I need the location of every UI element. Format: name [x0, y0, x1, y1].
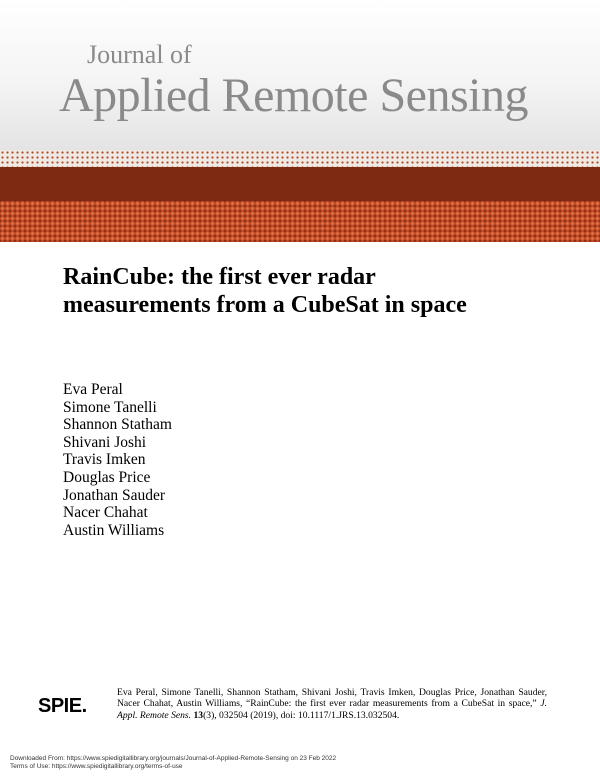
author-name: Shivani Joshi [63, 433, 147, 451]
author-name: Jonathan Sauder [63, 486, 166, 504]
author-name: Eva Peral [63, 381, 123, 398]
citation-authors: Eva Peral, Simone Tanelli, Shannon Statham, Shivani Joshi, Travis Imken, Douglas Price, Jonathan Sauder, Nacer Chahat, Austin Williams, [117, 687, 547, 710]
author-name: Douglas Price [63, 468, 151, 486]
author-name: Austin Williams [63, 521, 165, 539]
journal-of-text: Journal of [87, 40, 192, 69]
patterned-band [0, 201, 600, 242]
author-name: Shannon Statham [63, 416, 172, 434]
author-name: Simone Tanelli [63, 398, 157, 416]
download-info [10, 755, 336, 771]
citation-details: (3), 032504 (2019), doi: 10.1117/1.JRS.13.032504. [203, 709, 400, 721]
citation-journal: J. Appl. Remote Sens. [117, 698, 547, 721]
site-url-link[interactable]: RemoteSensing.SPIEDigitalLibrary.org [36, 347, 197, 358]
terms-of-use-line: Terms of Use: https://www.spiedigitallibrary.org/terms-of-use [10, 763, 183, 770]
downloaded-from-line: Downloaded From: https://www.spiedigitallibrary.org/journals/Journal-of-Applied-Remote-Sensing on 23 Feb 2022 [10, 755, 337, 762]
citation-volume: 13 [193, 709, 204, 721]
dotted-band [0, 150, 600, 167]
journal-name: Applied Remote Sensing [59, 69, 528, 122]
paper-title: RainCube: the first ever radar measurements from a CubeSat in space [63, 264, 467, 318]
author-list [63, 381, 172, 539]
author-name: Travis Imken [63, 451, 146, 469]
journal-masthead [0, 0, 600, 150]
author-name: Nacer Chahat [63, 504, 148, 522]
spie-logo: SPIE. [38, 695, 87, 717]
citation-text [117, 687, 547, 721]
citation-title: “RainCube: the first ever radar measurements from a CubeSat in space,” [246, 698, 537, 710]
